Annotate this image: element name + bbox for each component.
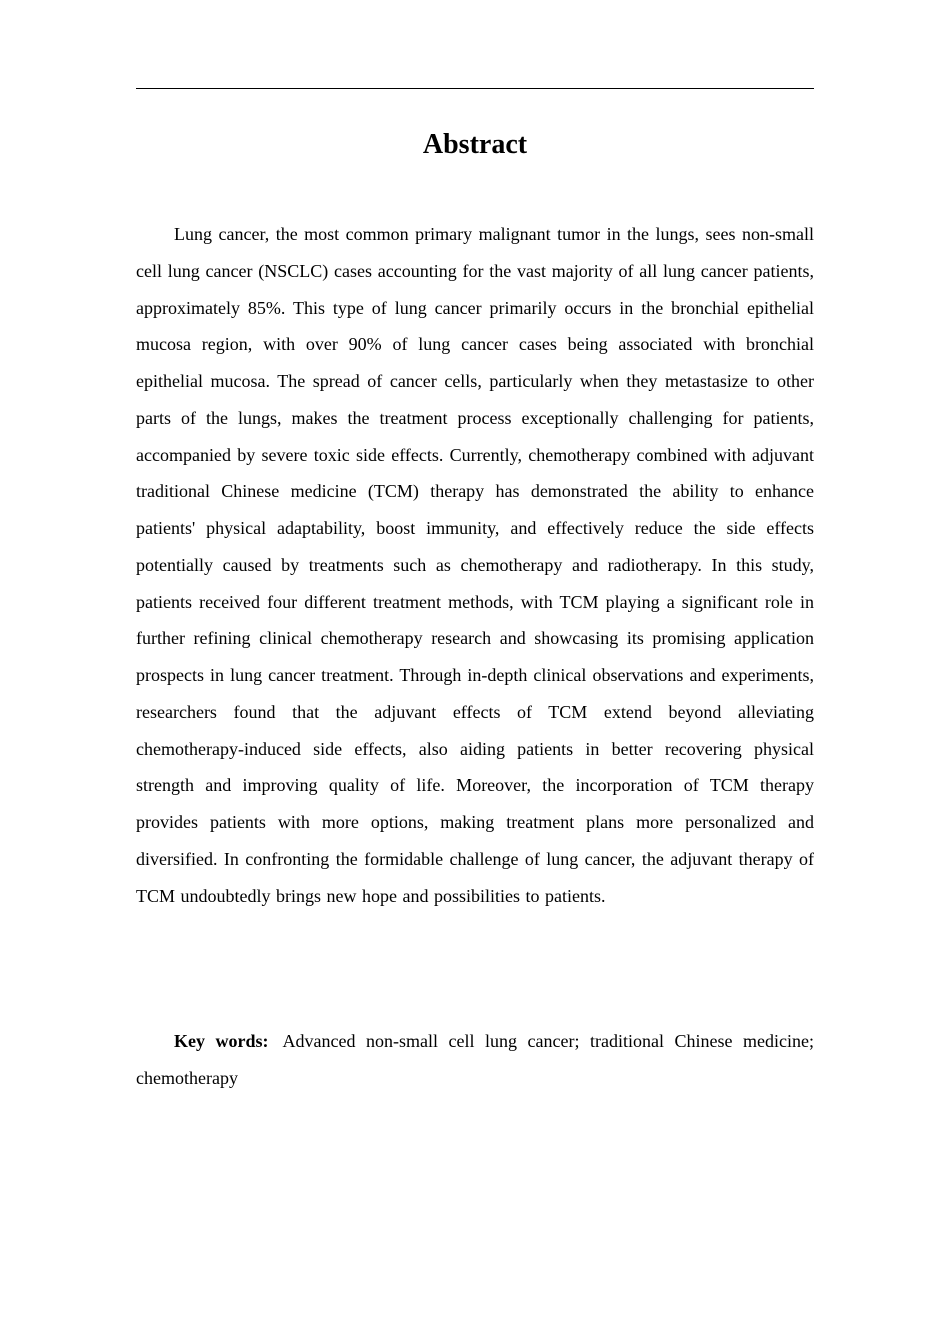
abstract-paragraph: Lung cancer, the most common primary malignant tumor in the lungs, sees non-small cell lung cancer (NSCLC) cases accounting for the vast majority of all lung cancer patients, approximately 85%. This type of lung cancer primarily occurs in the bronchial epithelial mucosa region, with over 90% of lung cancer cases being associated with bronchial epithelial mucosa. The spread of cancer cells, particularly when they metastasize to other parts of the lungs, makes the treatment process exceptionally challenging for patients, accompanied by severe toxic side effects. Currently, chemotherapy combined with adjuvant traditional Chinese medicine (TCM) therapy has demonstrated the ability to enhance patients' physical adaptability, boost immunity, and effectively reduce the side effects potentially caused by treatments such as chemotherapy and radiotherapy. In this study, patients received four different treatment methods, with TCM playing a significant role in further refining clinical chemotherapy research and showcasing its promising application prospects in lung cancer treatment. Through in-depth clinical observations and experiments, researchers found that the adjuvant effects of TCM extend beyond alleviating chemotherapy-induced side effects, also aiding patients in better recovering physical strength and improving quality of life. Moreover, the incorporation of TCM therapy provides patients with more options, making treatment plans more personalized and diversified. In confronting the formidable challenge of lung cancer, the adjuvant therapy of TCM undoubtedly brings new hope and possibilities to patients. bbox=[136, 224, 814, 906]
page-title: Abstract bbox=[422, 129, 528, 160]
header-rule bbox=[136, 88, 814, 89]
keywords-text: Advanced non-small cell lung cancer; traditional Chinese medicine; chemotherapy bbox=[136, 1031, 814, 1088]
keywords-label: Key words: bbox=[174, 1031, 269, 1051]
keywords-paragraph bbox=[136, 1023, 814, 1097]
